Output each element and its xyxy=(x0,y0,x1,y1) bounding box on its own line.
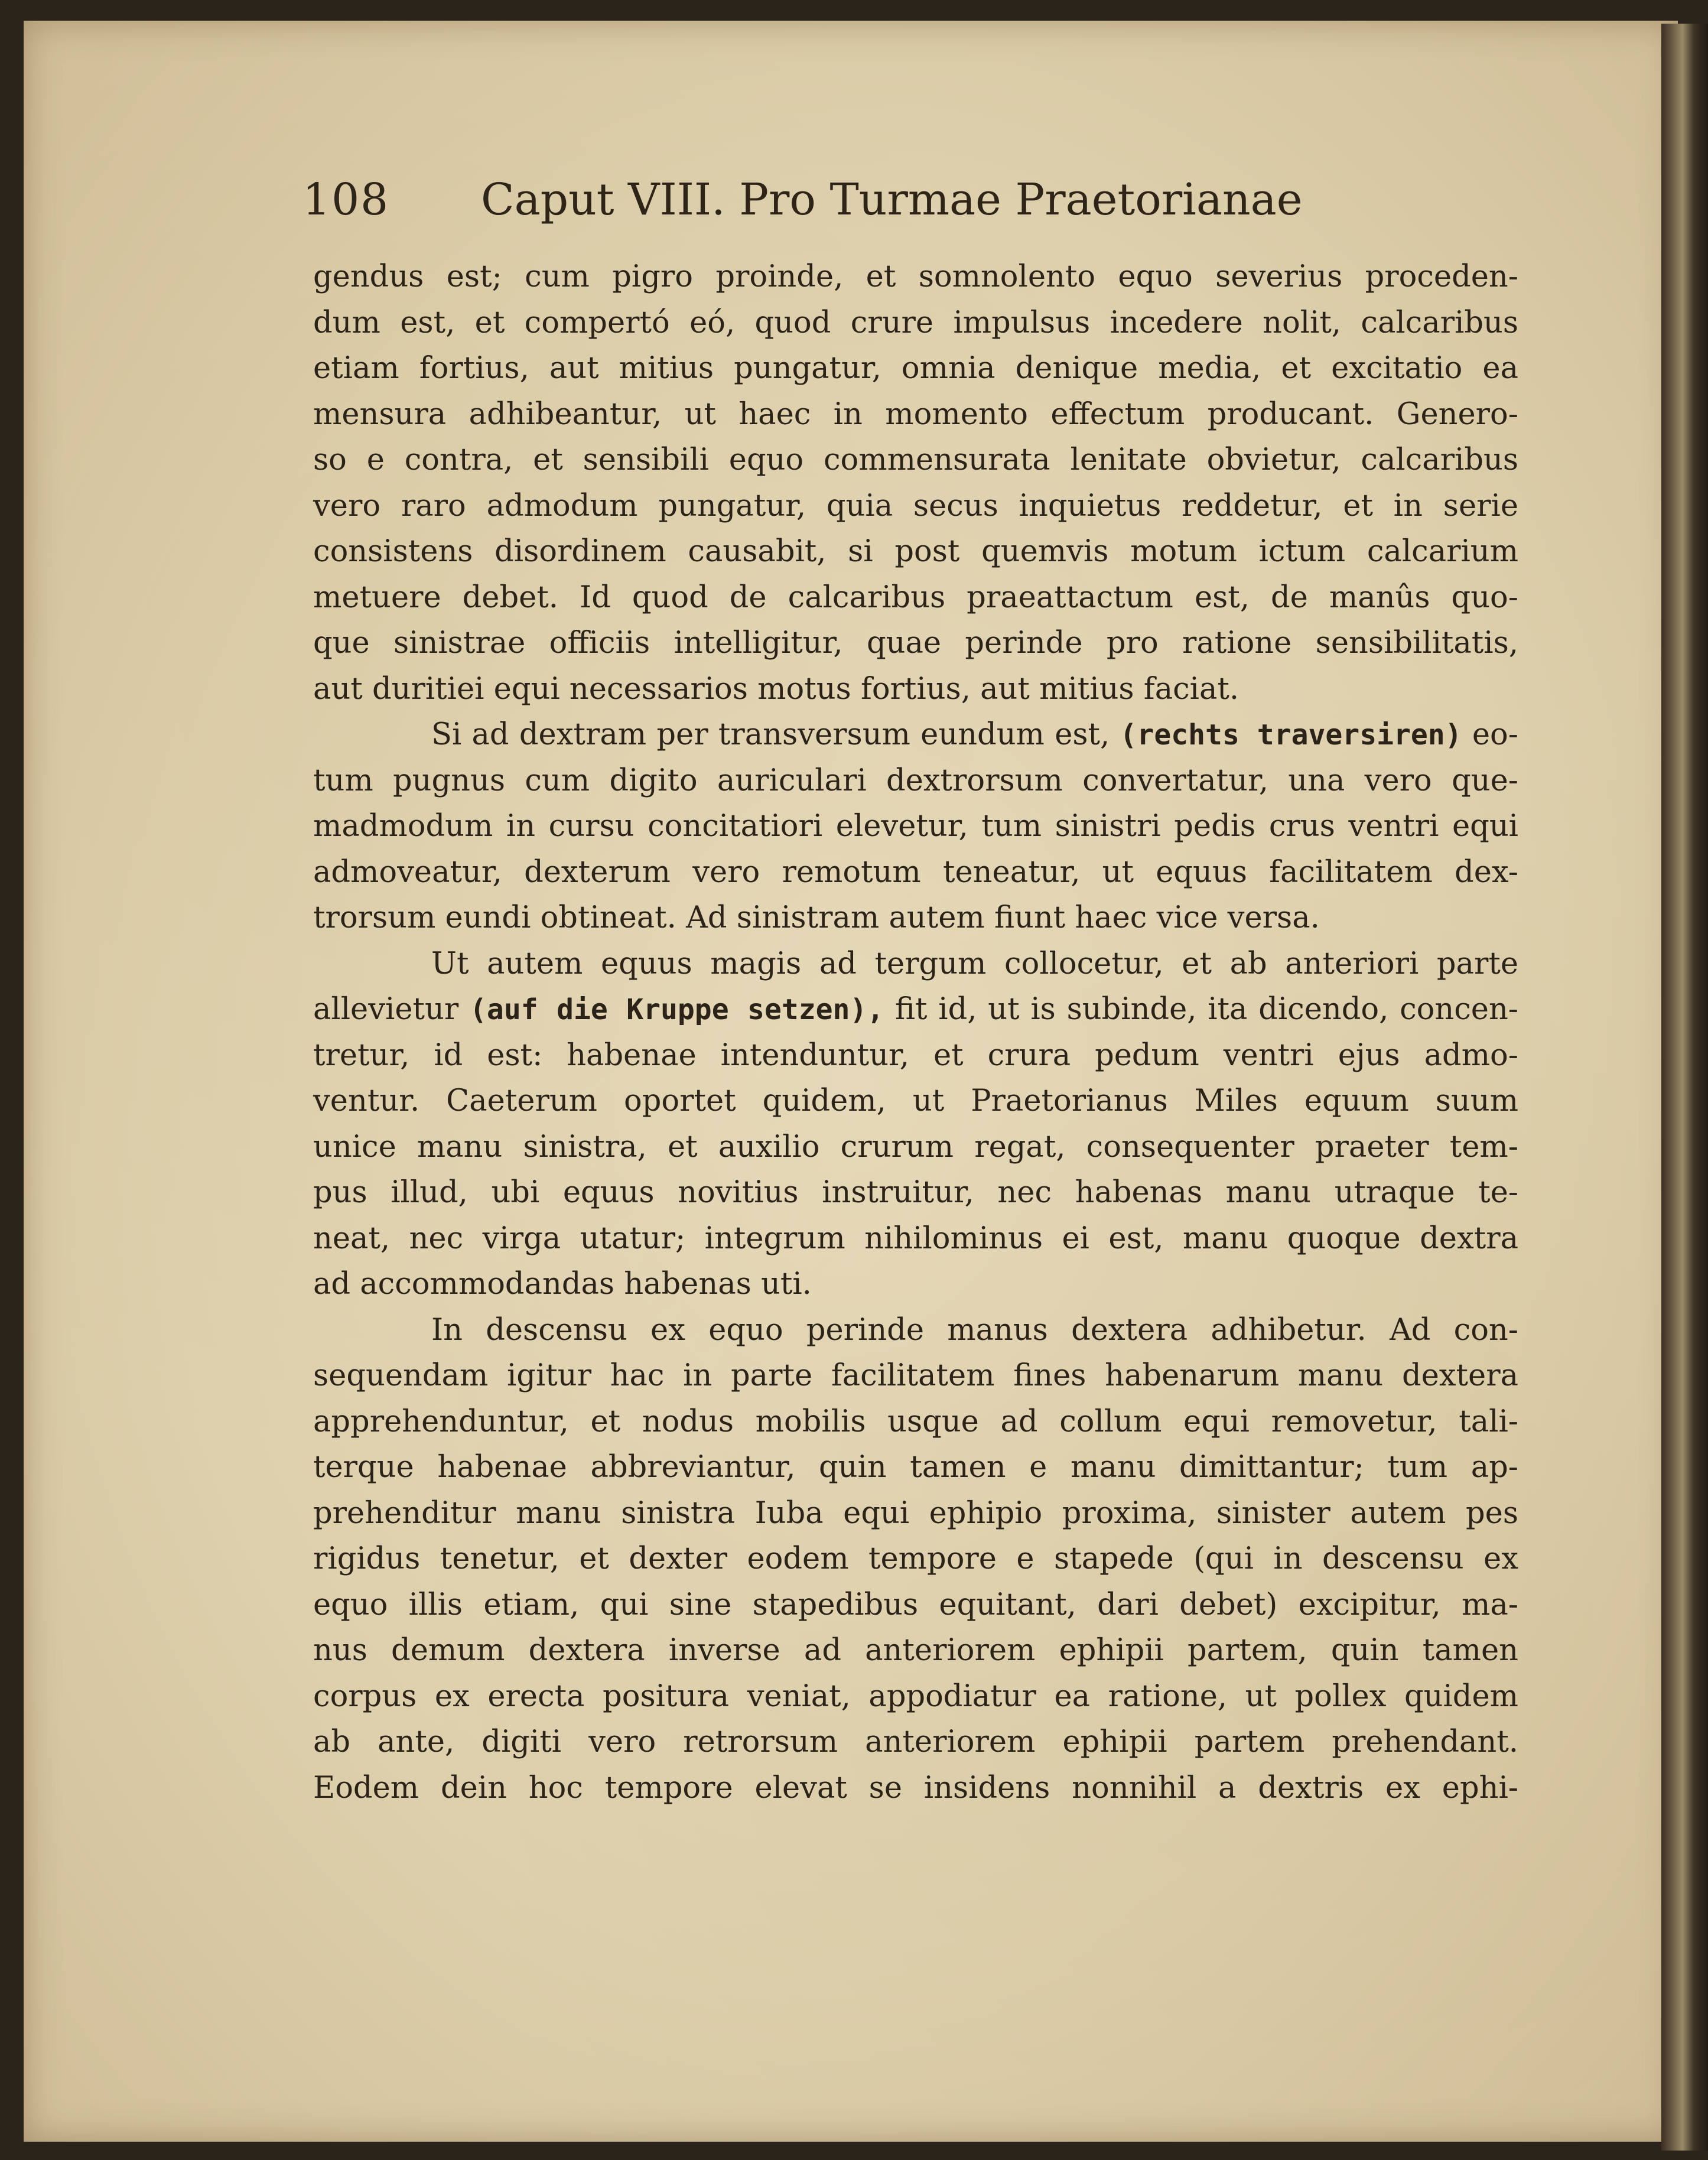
text-line: vero raro admodum pungatur, quia secus inquietus reddetur, et in serie xyxy=(313,488,1518,523)
text-line: terque habenae abbreviantur, quin tamen e manu dimittantur; tum ap- xyxy=(313,1450,1518,1485)
text-line: aut duritiei equi necessarios motus fortius, aut mitius faciat. xyxy=(313,671,1239,707)
text-line: rigidus tenetur, et dexter eodem tempore e stapede (qui in descensu ex xyxy=(313,1541,1518,1576)
page-header xyxy=(302,174,1425,239)
text-line: que sinistrae officiis intelligitur, quae perinde pro ratione sensibilitatis, xyxy=(313,626,1518,661)
text-line: In descensu ex equo perinde manus dextera adhibetur. Ad con- xyxy=(431,1312,1518,1348)
text-line: tum pugnus cum digito auriculari dextrorsum convertatur, una vero que- xyxy=(313,763,1518,798)
page-number: 108 xyxy=(302,174,390,225)
text-line: ventur. Caeterum oportet quidem, ut Praetorianus Miles equum suum xyxy=(313,1084,1518,1118)
text-line: prehenditur manu sinistra Iuba equi ephipio proxima, sinister autem pes xyxy=(313,1495,1518,1531)
text-line-mixed xyxy=(313,987,1518,1033)
text-line: corpus ex erecta positura veniat, appodiatur ea ratione, ut pollex quidem xyxy=(313,1678,1518,1714)
text-line: apprehenduntur, et nodus mobilis usque ad collum equi removetur, tali- xyxy=(313,1404,1518,1439)
binding-edge xyxy=(1661,24,1708,2151)
text-segment: allevietur xyxy=(313,992,459,1027)
text-line: equo illis etiam, qui sine stapedibus equitant, dari debet) excipitur, ma- xyxy=(313,1587,1518,1622)
text-line: tretur, id est: habenae intenduntur, et crura pedum ventri ejus admo- xyxy=(313,1037,1518,1073)
text-line: admoveatur, dexterum vero remotum teneatur, ut equus facilitatem dex- xyxy=(313,854,1518,890)
text-line: so e contra, et sensibili equo commensurata lenitate obvietur, calcaribus xyxy=(313,443,1518,477)
text-line: nus demum dextera inverse ad anteriorem ephipii partem, quin tamen xyxy=(313,1633,1518,1668)
text-line-mixed xyxy=(313,712,1518,758)
fraktur-phrase: (rechts traversiren) xyxy=(1120,718,1462,752)
text-line: madmodum in cursu concitatiori elevetur, tum sinistri pedis crus ventri equi xyxy=(313,809,1518,844)
text-line: mensura adhibeantur, ut haec in momento effectum producant. Genero- xyxy=(313,396,1518,432)
fraktur-phrase: (auf die Kruppe setzen), xyxy=(470,993,884,1026)
text-line: gendus est; cum pigro proinde, et somnolento equo severius proceden- xyxy=(313,259,1518,294)
text-segment: eo- xyxy=(1472,717,1518,752)
text-line: sequendam igitur hac in parte facilitatem fines habenarum manu dextera xyxy=(313,1358,1518,1393)
text-line: pus illud, ubi equus novitius instruitur, nec habenas manu utraque te- xyxy=(313,1175,1518,1210)
text-line: unice manu sinistra, et auxilio crurum regat, consequenter praeter tem- xyxy=(313,1129,1518,1164)
text-line: trorsum eundi obtineat. Ad sinistram autem fiunt haec vice versa. xyxy=(313,900,1320,935)
running-head: Caput VIII. Pro Turmae Praetorianae xyxy=(481,174,1303,225)
text-line: Eodem dein hoc tempore elevat se insidens nonnihil a dextris ex ephi- xyxy=(313,1770,1518,1806)
text-line: etiam fortius, aut mitius pungatur, omnia denique media, et excitatio ea xyxy=(313,351,1518,386)
text-line: metuere debet. Id quod de calcaribus praeattactum est, de manûs quo- xyxy=(313,580,1518,615)
text-line: neat, nec virga utatur; integrum nihilominus ei est, manu quoque dextra xyxy=(313,1221,1518,1256)
text-line: Ut autem equus magis ad tergum collocetur, et ab anteriori parte xyxy=(431,946,1518,981)
text-segment: Si ad dextram per transversum eundum est, xyxy=(431,717,1110,752)
text-line: consistens disordinem causabit, si post quemvis motum ictum calcarium xyxy=(313,534,1518,569)
text-line: ad accommodandas habenas uti. xyxy=(313,1267,812,1302)
body-text xyxy=(313,254,1518,1811)
text-segment: fit id, ut is subinde, ita dicendo, concen- xyxy=(895,992,1519,1027)
text-line: dum est, et compertó eó, quod crure impulsus incedere nolit, calcaribus xyxy=(313,305,1518,340)
text-line: ab ante, digiti vero retrorsum anteriorem ephipii partem prehendant. xyxy=(313,1725,1518,1759)
